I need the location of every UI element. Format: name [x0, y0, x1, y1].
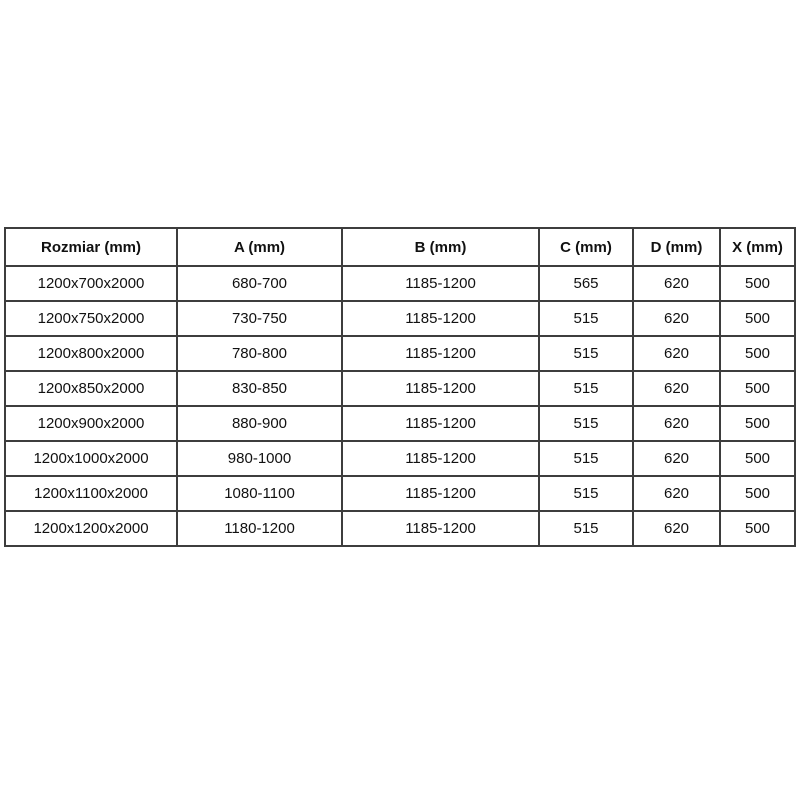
column-header-x: X (mm): [720, 228, 795, 266]
table-cell-x: 500: [720, 336, 795, 371]
table-cell-d: 620: [633, 371, 720, 406]
table-cell-a: 880-900: [177, 406, 342, 441]
table-cell-rozmiar: 1200x1100x2000: [5, 476, 177, 511]
dimensions-table-container: [4, 227, 794, 547]
table-cell-b: 1185-1200: [342, 266, 539, 301]
table-row: [5, 441, 795, 476]
table-cell-a: 730-750: [177, 301, 342, 336]
table-cell-b: 1185-1200: [342, 476, 539, 511]
table-cell-d: 620: [633, 301, 720, 336]
table-cell-b: 1185-1200: [342, 406, 539, 441]
table-cell-x: 500: [720, 441, 795, 476]
table-cell-c: 565: [539, 266, 633, 301]
table-cell-rozmiar: 1200x750x2000: [5, 301, 177, 336]
table-row: [5, 266, 795, 301]
table-cell-c: 515: [539, 476, 633, 511]
table-cell-c: 515: [539, 301, 633, 336]
column-header-a: A (mm): [177, 228, 342, 266]
table-body: [5, 266, 795, 546]
table-cell-x: 500: [720, 371, 795, 406]
table-cell-a: 1180-1200: [177, 511, 342, 546]
table-cell-c: 515: [539, 511, 633, 546]
table-cell-rozmiar: 1200x900x2000: [5, 406, 177, 441]
table-cell-a: 680-700: [177, 266, 342, 301]
table-header-row: [5, 228, 795, 266]
table-cell-x: 500: [720, 406, 795, 441]
table-cell-c: 515: [539, 406, 633, 441]
table-row: [5, 301, 795, 336]
table-cell-x: 500: [720, 266, 795, 301]
table-row: [5, 511, 795, 546]
table-header: [5, 228, 795, 266]
table-cell-c: 515: [539, 336, 633, 371]
table-cell-x: 500: [720, 476, 795, 511]
table-cell-a: 780-800: [177, 336, 342, 371]
column-header-rozmiar: Rozmiar (mm): [5, 228, 177, 266]
table-cell-d: 620: [633, 441, 720, 476]
table-cell-d: 620: [633, 476, 720, 511]
table-row: [5, 476, 795, 511]
table-cell-x: 500: [720, 511, 795, 546]
table-cell-d: 620: [633, 511, 720, 546]
table-row: [5, 371, 795, 406]
table-cell-rozmiar: 1200x850x2000: [5, 371, 177, 406]
table-row: [5, 406, 795, 441]
table-cell-x: 500: [720, 301, 795, 336]
table-cell-d: 620: [633, 336, 720, 371]
column-header-c: C (mm): [539, 228, 633, 266]
table-cell-b: 1185-1200: [342, 371, 539, 406]
table-cell-d: 620: [633, 406, 720, 441]
table-cell-c: 515: [539, 441, 633, 476]
table-cell-a: 980-1000: [177, 441, 342, 476]
column-header-d: D (mm): [633, 228, 720, 266]
table-cell-rozmiar: 1200x1200x2000: [5, 511, 177, 546]
column-header-b: B (mm): [342, 228, 539, 266]
table-cell-rozmiar: 1200x1000x2000: [5, 441, 177, 476]
table-row: [5, 336, 795, 371]
table-cell-rozmiar: 1200x700x2000: [5, 266, 177, 301]
table-cell-b: 1185-1200: [342, 336, 539, 371]
table-cell-b: 1185-1200: [342, 301, 539, 336]
table-cell-a: 1080-1100: [177, 476, 342, 511]
table-cell-rozmiar: 1200x800x2000: [5, 336, 177, 371]
table-cell-b: 1185-1200: [342, 511, 539, 546]
dimensions-table: [4, 227, 796, 547]
table-cell-d: 620: [633, 266, 720, 301]
table-cell-b: 1185-1200: [342, 441, 539, 476]
table-cell-a: 830-850: [177, 371, 342, 406]
table-cell-c: 515: [539, 371, 633, 406]
